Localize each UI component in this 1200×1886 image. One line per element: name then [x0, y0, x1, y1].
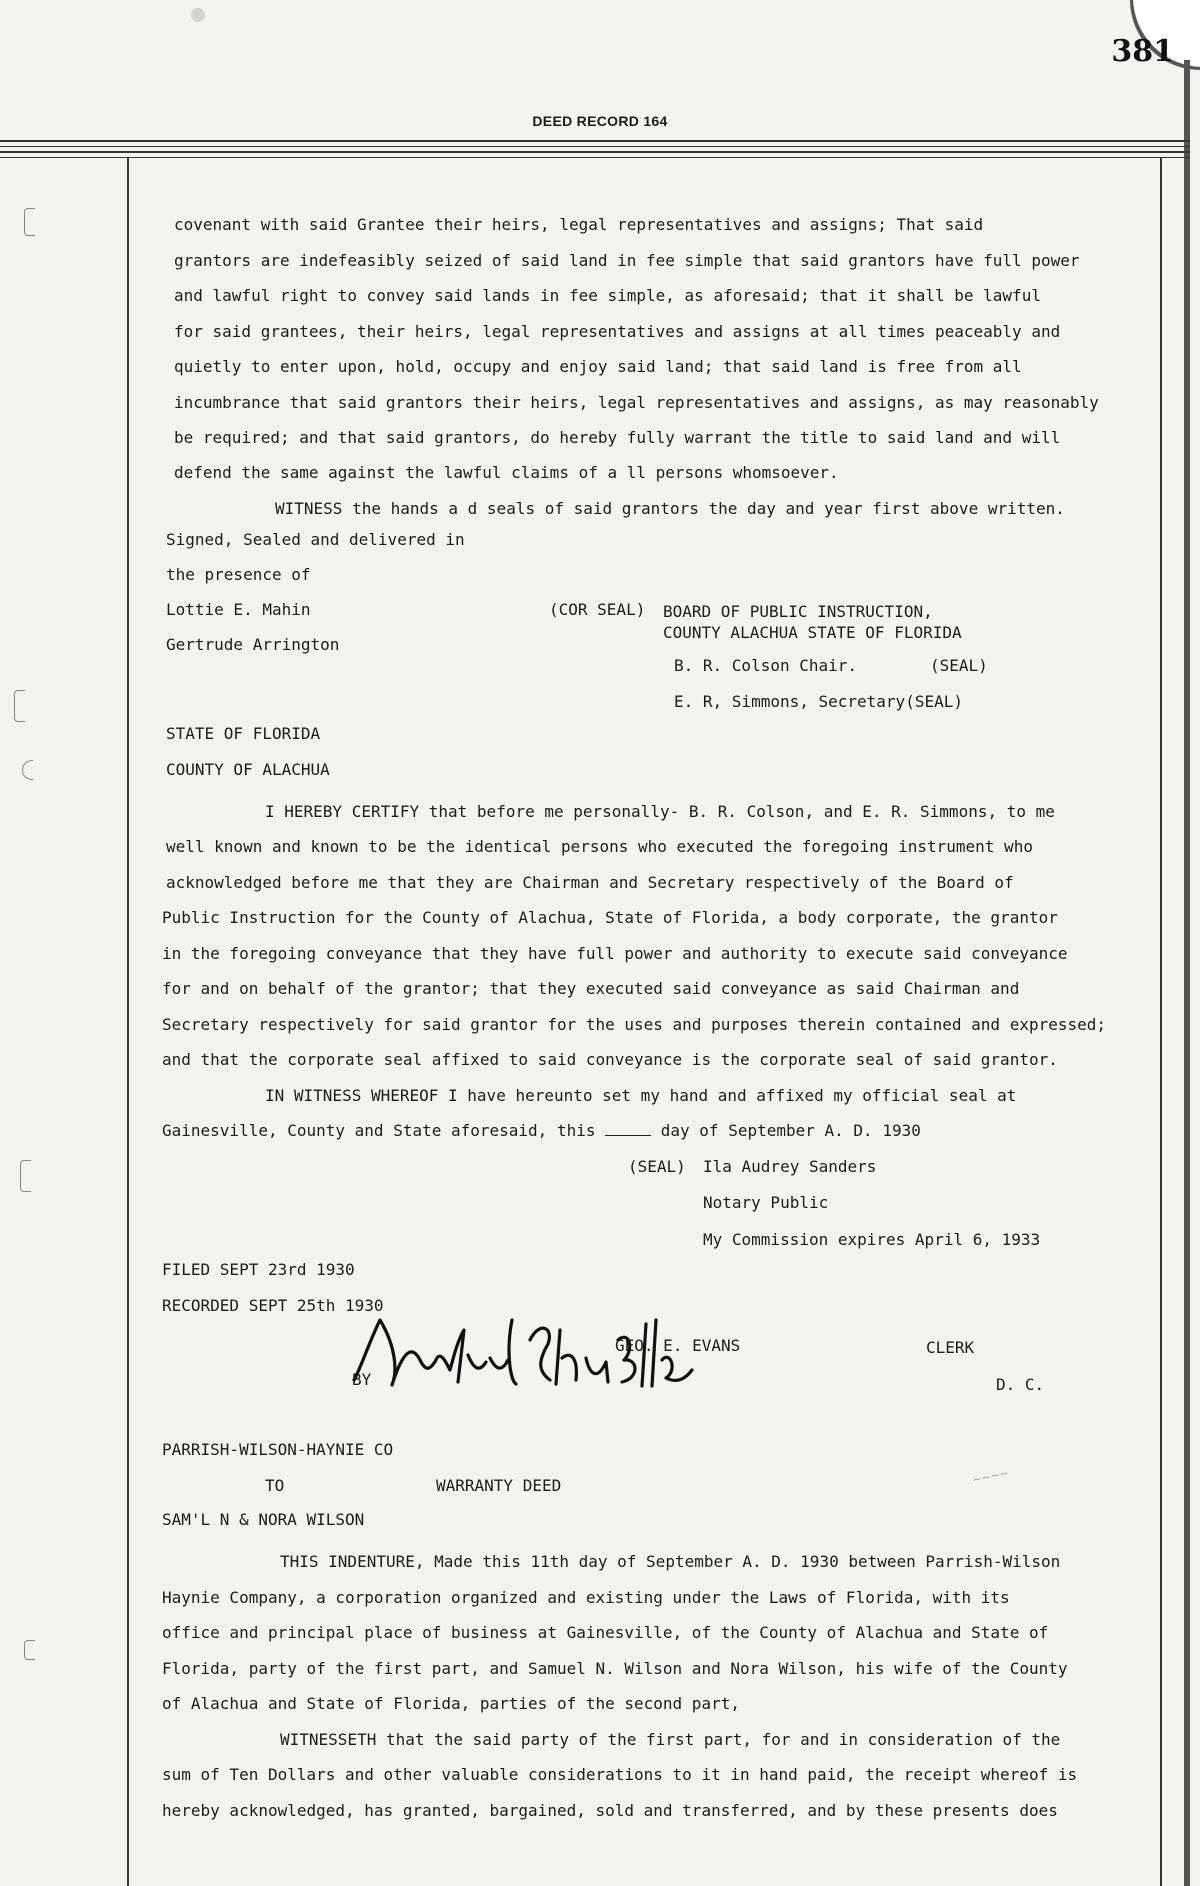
punch-mark [20, 1160, 31, 1192]
deed-line: office and principal place of business at Gainesville, of the County of Alachua and State of [162, 1623, 1049, 1642]
by-label: BY [352, 1370, 372, 1389]
clerk-name: GEO. E. EVANS [615, 1336, 741, 1355]
board-name-line1: BOARD OF PUBLIC INSTRUCTION, [663, 602, 933, 621]
witness-name: Lottie E. Mahin [166, 600, 311, 619]
header-rule [0, 146, 1190, 147]
body-line: Signed, Sealed and delivered in [166, 530, 465, 549]
deed-line: WITNESSETH that the said party of the first part, for and in consideration of the [280, 1730, 1061, 1749]
body-line: be required; and that said grantors, do hereby fully warrant the title to said land and will [174, 428, 1061, 447]
punch-mark [24, 1640, 35, 1660]
header-rule [0, 157, 1190, 158]
deed-line: of Alachua and State of Florida, parties of the second part, [162, 1694, 740, 1713]
body-line: the presence of [166, 565, 311, 584]
ack-date-suffix: day of September A. D. 1930 [660, 1121, 921, 1140]
header-rule [0, 140, 1190, 142]
notary-title: Notary Public [703, 1193, 829, 1212]
punch-mark [14, 690, 25, 722]
ack-line: and that the corporate seal affixed to said conveyance is the corporate seal of said grantor. [162, 1050, 1058, 1069]
chair-signature: B. R. Colson Chair. [674, 656, 858, 675]
ack-date-line [162, 1121, 921, 1141]
page-number: 381 [1111, 34, 1174, 69]
chair-seal: (SEAL) [930, 656, 988, 675]
next-deed-type: WARRANTY DEED [436, 1476, 562, 1495]
ack-line: in the foregoing conveyance that they have full power and authority to execute said conveyance [162, 944, 1068, 963]
notary-name: Ila Audrey Sanders [703, 1157, 877, 1176]
ack-county: COUNTY OF ALACHUA [166, 760, 330, 779]
left-margin-line [127, 157, 129, 1886]
body-line: WITNESS the hands a d seals of said grantors the day and year first above written. [275, 499, 1065, 518]
notary-seal: (SEAL) [628, 1157, 686, 1176]
notary-commission: My Commission expires April 6, 1933 [703, 1230, 1041, 1249]
witness-name: Gertrude Arrington [166, 635, 340, 654]
ack-state: STATE OF FLORIDA [166, 724, 321, 743]
filed-date: FILED SEPT 23rd 1930 [162, 1260, 355, 1279]
body-line: defend the same against the lawful claims of a ll persons whomsoever. [174, 463, 839, 482]
ack-line: IN WITNESS WHEREOF I have hereunto set my hand and affixed my official seal at [265, 1086, 1017, 1105]
clerk-title: CLERK [926, 1338, 975, 1357]
ack-line: I HEREBY CERTIFY that before me personally- B. R. Colson, and E. R. Simmons, to me [265, 802, 1055, 821]
secretary-signature: E. R, Simmons, Secretary(SEAL) [674, 692, 963, 711]
ack-line: well known and known to be the identical persons who executed the foregoing instrument who [166, 837, 1033, 856]
body-line: covenant with said Grantee their heirs, legal representatives and assigns; That said [174, 215, 984, 234]
deed-line: hereby acknowledged, has granted, bargained, sold and transferred, and by these presents does [162, 1801, 1058, 1820]
punch-mark [24, 208, 35, 236]
recorded-date: RECORDED SEPT 25th 1930 [162, 1296, 384, 1315]
date-blank [605, 1121, 651, 1136]
body-line: for said grantees, their heirs, legal representatives and assigns at all times peaceably and [174, 322, 1061, 341]
margin-smudge: ~~~~ [971, 1466, 1010, 1487]
deed-line: Florida, party of the first part, and Samuel N. Wilson and Nora Wilson, his wife of the County [162, 1659, 1068, 1678]
body-line: quietly to enter upon, hold, occupy and enjoy said land; that said land is free from all [174, 357, 1022, 376]
ack-date-prefix: Gainesville, County and State aforesaid, this [162, 1121, 596, 1140]
header-title: DEED RECORD 164 [532, 113, 668, 129]
body-line: and lawful right to convey said lands in fee simple, as aforesaid; that it shall be lawful [174, 286, 1041, 305]
ack-line: for and on behalf of the grantor; that they executed said conveyance as said Chairman and [162, 979, 1020, 998]
deed-line: THIS INDENTURE, Made this 11th day of September A. D. 1930 between Parrish-Wilson [280, 1552, 1061, 1571]
next-deed-grantor: PARRISH-WILSON-HAYNIE CO [162, 1440, 394, 1459]
punch-mark [22, 760, 33, 780]
right-margin-line [1160, 157, 1162, 1886]
header-rule [0, 151, 1190, 153]
next-deed-grantee: SAM'L N & NORA WILSON [162, 1510, 365, 1529]
ack-line: Secretary respectively for said grantor for the uses and purposes therein contained and expressed; [162, 1015, 1107, 1034]
deed-line: Haynie Company, a corporation organized and existing under the Laws of Florida, with its [162, 1588, 1010, 1607]
deputy-clerk-label: D. C. [996, 1375, 1045, 1394]
body-line: incumbrance that said grantors their heirs, legal representatives and assigns, as may reasonably [174, 393, 1099, 412]
page-right-edge [1184, 60, 1190, 1886]
body-line: grantors are indefeasibly seized of said land in fee simple that said grantors have full power [174, 251, 1080, 270]
board-name-line2: COUNTY ALACHUA STATE OF FLORIDA [663, 623, 962, 642]
next-deed-to: TO [265, 1476, 285, 1495]
binding-dot [191, 8, 205, 22]
deed-line: sum of Ten Dollars and other valuable considerations to it in hand paid, the receipt whereof is [162, 1765, 1078, 1784]
deputy-clerk-signature [340, 1300, 720, 1400]
corporate-seal-label: (COR SEAL) [549, 600, 646, 619]
ack-line: acknowledged before me that they are Chairman and Secretary respectively of the Board of [166, 873, 1014, 892]
ack-line: Public Instruction for the County of Alachua, State of Florida, a body corporate, the grantor [162, 908, 1058, 927]
